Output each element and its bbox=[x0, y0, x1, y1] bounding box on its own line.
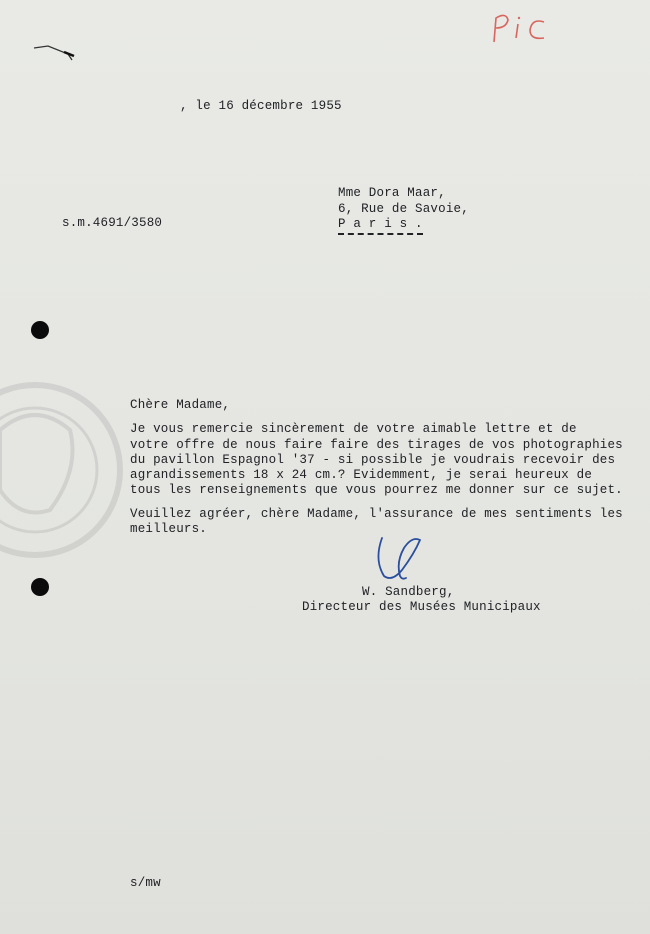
typist-initials: s/mw bbox=[130, 876, 161, 890]
signatory-title: Directeur des Musées Municipaux bbox=[302, 600, 541, 614]
body-line: agrandissements 18 x 24 cm.? Evidemment, je serai heureux de bbox=[130, 468, 593, 482]
recipient-street: 6, Rue de Savoie, bbox=[338, 202, 469, 216]
date-line: , le 16 décembre 1955 bbox=[180, 99, 342, 113]
signatory-name: W. Sandberg, bbox=[362, 585, 455, 599]
pen-mark bbox=[32, 42, 78, 62]
faded-stamp-mark bbox=[0, 320, 130, 610]
recipient-city: P a r i s . bbox=[338, 217, 423, 235]
body-line: votre offre de nous faire faire des tirages de vos photographies bbox=[130, 438, 623, 452]
body-line: du pavillon Espagnol '37 - si possible je voudrais recevoir des bbox=[130, 453, 616, 467]
body-line: Je vous remercie sincèrement de votre aimable lettre et de bbox=[130, 422, 577, 436]
closing-line: Veuillez agréer, chère Madame, l'assurance de mes sentiments les bbox=[130, 507, 623, 521]
salutation: Chère Madame, bbox=[130, 398, 231, 412]
reference-number: s.m.4691/3580 bbox=[62, 216, 163, 230]
body-line: tous les renseignements que vous pourrez me donner sur ce sujet. bbox=[130, 483, 623, 497]
punch-hole-bottom bbox=[31, 578, 49, 596]
handwritten-signature bbox=[372, 530, 432, 586]
closing-line: meilleurs. bbox=[130, 522, 208, 536]
red-handwritten-annotation bbox=[488, 8, 558, 48]
recipient-name: Mme Dora Maar, bbox=[338, 186, 446, 200]
punch-hole-top bbox=[31, 321, 49, 339]
